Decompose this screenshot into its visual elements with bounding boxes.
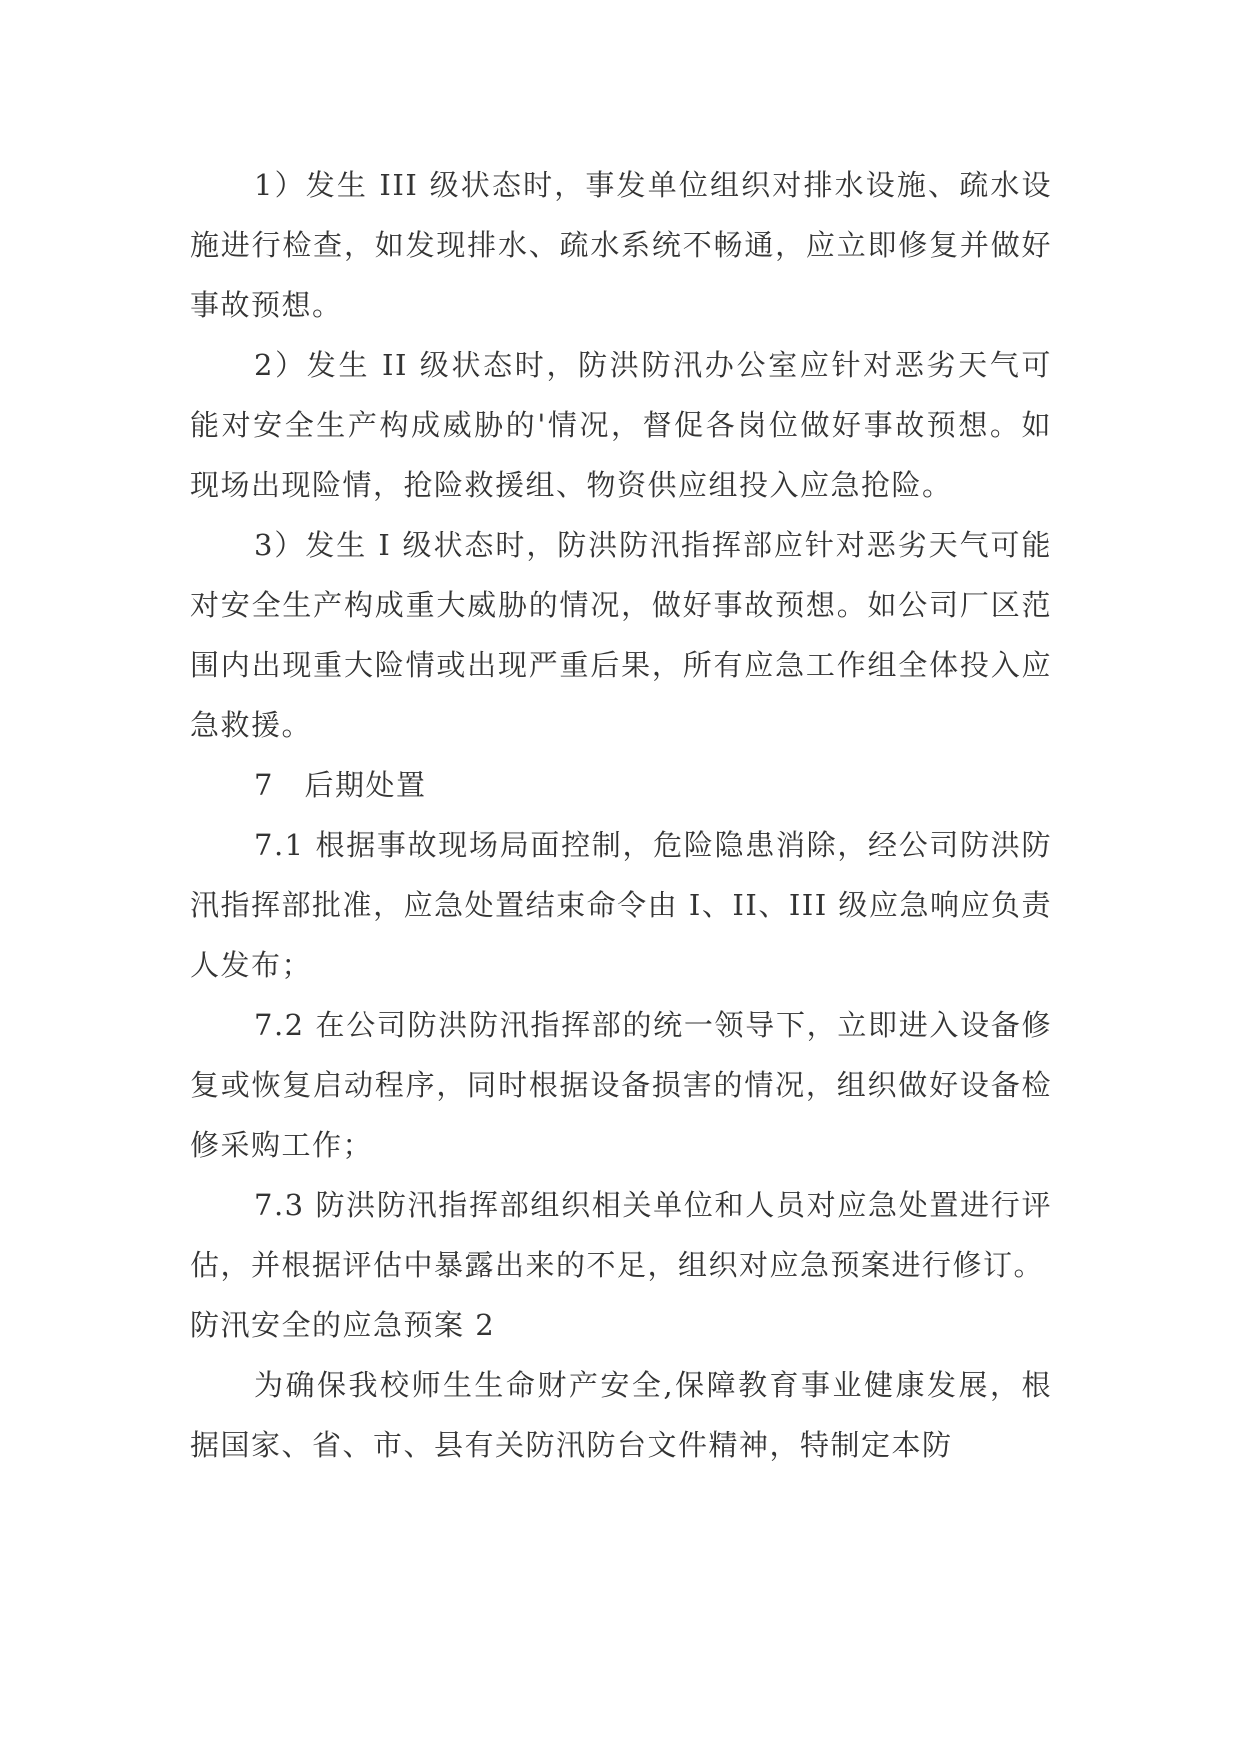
paragraph-plan-2-intro: 为确保我校师生生命财产安全,保障教育事业健康发展，根据国家、省、市、县有关防汛防台文件精神，特制定本防	[190, 1368, 1052, 1462]
paragraph-level-1-response: 3）发生 I 级状态时，防洪防汛指挥部应针对恶劣天气可能对安全生产构成重大威胁的情况，做好事故预想。如公司厂区范围内出现重大险情或出现严重后果，所有应急工作组全体投入应急救援。	[190, 528, 1052, 742]
paragraph-level-2-response: 2）发生 II 级状态时，防洪防汛办公室应针对恶劣天气可能对安全生产构成威胁的'情况，督促各岗位做好事故预想。如现场出现险情，抢险救援组、物资供应组投入应急抢险。	[190, 348, 1052, 502]
paragraph-level-3-response: 1）发生 III 级状态时，事发单位组织对排水设施、疏水设施进行检查，如发现排水、疏水系统不畅通，应立即修复并做好事故预想。	[190, 168, 1052, 322]
paragraph-7-2: 7.2 在公司防洪防汛指挥部的统一领导下，立即进入设备修复或恢复启动程序，同时根据设备损害的情况，组织做好设备检修采购工作；	[190, 1008, 1052, 1162]
document-title-plan-2: 防汛安全的应急预案 2	[190, 1308, 496, 1342]
paragraph-7-1: 7.1 根据事故现场局面控制，危险隐患消除，经公司防洪防汛指挥部批准，应急处置结束命令由 I、II、III 级应急响应负责人发布；	[190, 828, 1052, 982]
section-heading-aftermath: 7 后期处置	[254, 768, 427, 802]
document-page	[190, 155, 1052, 1475]
paragraph-7-3: 7.3 防洪防汛指挥部组织相关单位和人员对应急处置进行评估，并根据评估中暴露出来的不足，组织对应急预案进行修订。	[190, 1188, 1052, 1282]
